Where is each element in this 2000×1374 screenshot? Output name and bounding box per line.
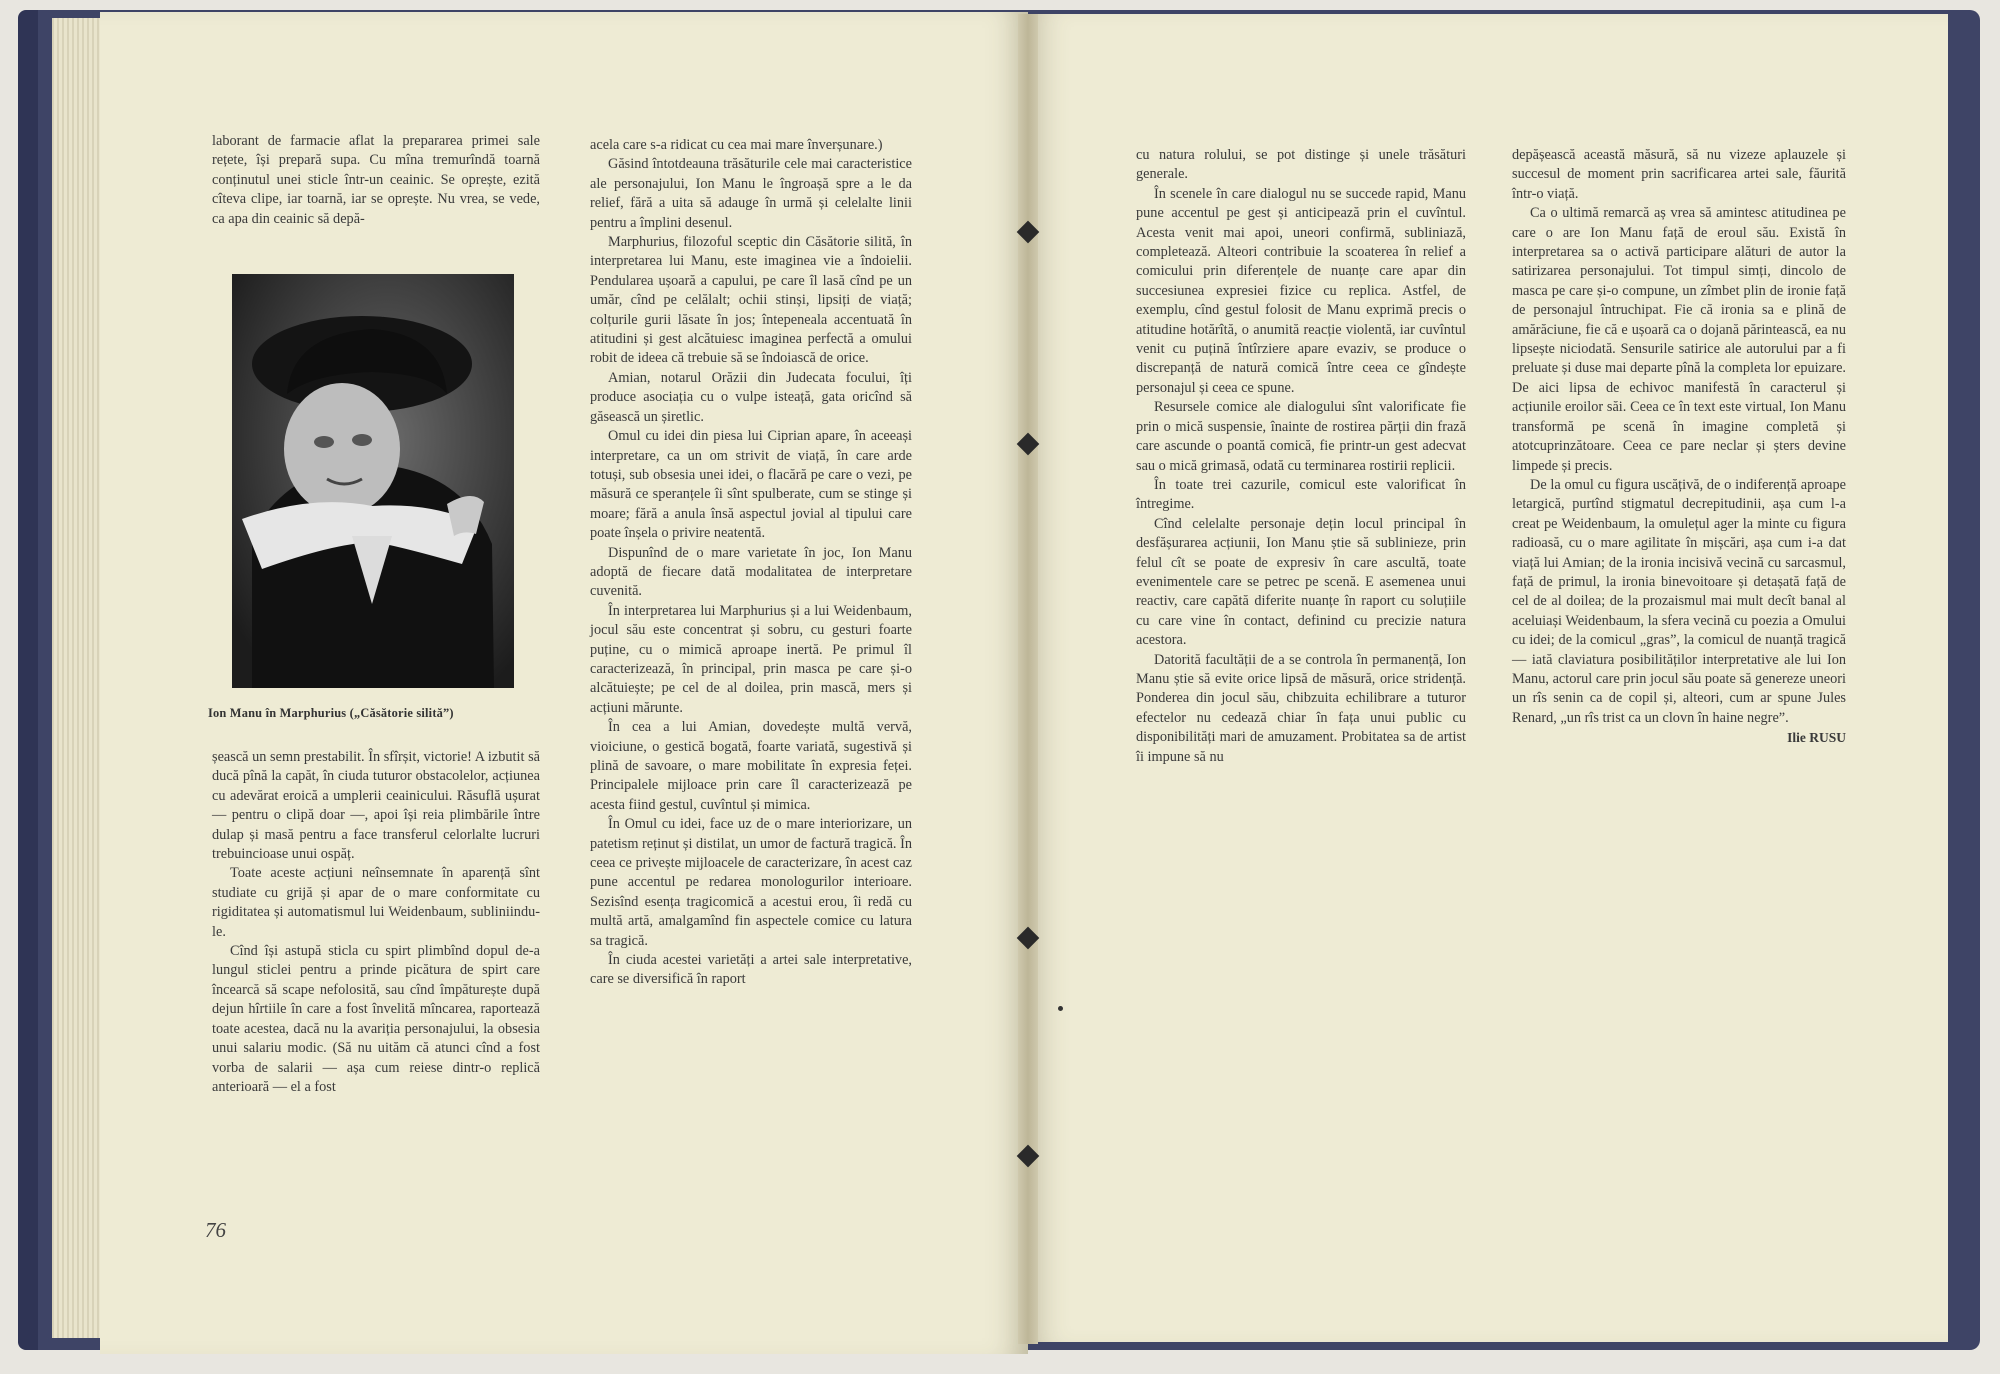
paragraph: Resursele comice ale dialogului sînt valorificate fie prin o mică suspensie, înainte de rostirea părții din frază care ascunde o poantă comică, fie printr-un gest adecvat sau o mică grimasă, odată cu terminarea rostirii replicii. xyxy=(1136,399,1466,474)
author-signature: Ilie RUSU xyxy=(1787,730,1846,746)
page-number: 76 xyxy=(205,1218,226,1242)
paragraph: laborant de farmacie aflat la prepararea primei sale rețete, își prepară supa. Cu mîna tremurîndă toarnă conținutul unei sticle într-un ceainic. Se oprește, ezită cîteva clipe, iar toarnă, iar se oprește. Nu vrea, se vede, ca apa din ceainic să depă- xyxy=(212,133,540,227)
paragraph: De la omul cu figura uscățivă, de o indiferență aproape letargică, purtînd stigmatul decrepitudinii, așa cum l-a creat pe Weidenbaum, la omulețul ager la minte cu figura radioasă, cu o mare agilitate în mișcări, așa cum i-a dat viață lui Amian; de la ironia incisivă vecină cu sarcasmul, față de primul, la ironia binevoitoare și detașată față de cel de al doilea; de la prozaismul mai mult decît banal al aceluiași Weidenbaum, la sfera vecină cu poezia a Omului cu idei; de la comicul „gras”, la comicul de nuanță tragică — iată claviatura posibilităților interpretative ale lui Ion Manu, actorul care prin jocul său poate să genereze uneori un rîs senin ca de copil și, alteori, cum ar spune Jules Renard, „un rîs trist ca un clovn în haine negre”. xyxy=(1512,476,1846,726)
paragraph: Ca o ultimă remarcă aș vrea să amintesc atitudinea pe care o are Ion Manu față de eroul său. Există în interpretarea sa o activă participare alături de autor la satirizarea personajului. Tot timpul simți, dincolo de masca pe care și-o compune, un zîmbet plin de ironie față de personajul întruchipat. Fie că ironia sa e plină de amărăciune, fie că e ușoară ca o dojană părintească, ea nu lipsește niciodată. Sensurile satirice ale autorului par a fi preluate și duse mai departe pînă la completa lor epuizare. De aici lipsa de echivoc manifestă în caracterul și acțiunile eroilor săi. Ceea ce în text este virtual, Ion Manu transformă pe scenă în imagine completă și atotcuprinzătoare. Ceea ce pare neclar și șters devine limpede și precis. xyxy=(1512,205,1846,474)
paragraph: Toate aceste acțiuni neînsemnate în aparență sînt studiate cu grijă și apar de o mare conformitate cu rigiditatea și automatismul lui Weidenbaum, subliniindu-le. xyxy=(212,865,540,940)
paragraph: șească un semn prestabilit. În sfîrșit, victorie! A izbutit să ducă pînă la capăt, în ciuda tuturor obstacolelor, acțiunea cu adevărat eroică a umplerii ceainicului. Răsuflă ușurat — pentru o clipă doar —, apoi își reia plimbările între dulap și masă pentru a face transferul celorlalte lucruri trebuincioase unui ospăț. xyxy=(212,749,540,863)
paragraph: În ciuda acestei varietăți a artei sale interpretative, care se diversifică în raport xyxy=(590,952,912,988)
column-2 xyxy=(590,136,912,990)
paragraph: În scenele în care dialogul nu se succede rapid, Manu pune accentul pe gest și anticipează prin el cuvîntul. Acesta venit mai apoi, uneori confirmă, subliniază, completează. Alteori contribuie la scoaterea în relief a comicului prin diferențele de nuanțe care apar din succesiunea expresiei fizice cu replica. Astfel, de exemplu, cînd gestul folosit de Manu exprimă precis o atitudine hotărîtă, o anumită reacție violentă, iar cuvîntul venit cu puțină întîrziere apare evaziv, se produce o discrepanță de natură comică între ceea ce gîndește personajul și ceea ce spune. xyxy=(1136,185,1466,396)
paragraph: Amian, notarul Orăzii din Judecata focului, îți produce asociația cu o vulpe isteață, gata oricînd să găsească un șiretlic. xyxy=(590,369,912,425)
photo-caption: Ion Manu în Marphurius („Căsătorie silită”) xyxy=(208,706,454,720)
paragraph: depășească această măsură, să nu vizeze aplauzele și succesul de moment prin sacrificarea artei sale, făurită într-o viață. xyxy=(1512,147,1846,202)
paragraph: În toate trei cazurile, comicul este valorificat în întregime. xyxy=(1136,476,1466,513)
paragraph: acela care s-a ridicat cu cea mai mare înverșunare.) xyxy=(590,137,883,153)
book-spine-edge xyxy=(18,10,38,1350)
actor-photo xyxy=(232,274,514,688)
paragraph: Marphurius, filozoful sceptic din Căsătorie silită, în interpretarea lui Manu, este imaginea vie a îndoielii. Pendularea ușoară a capului, pe care îl lasă cînd pe un umăr, cînd pe celălalt; ochii stinși, lipsiți de viață; colțurile gurii lăsate în jos; întepeneala accentuată în atitudini și gest alcătuiesc imaginea perfectă a omului robit de ideea că trebuie să se îndoiască de orice. xyxy=(590,234,912,367)
paragraph: Datorită facultății de a se controla în permanență, Ion Manu știe să evite orice lipsă de măsură, orice stridență. Ponderea din jocul său, chibzuita echilibrare a tuturor efectelor nu cedează chiar în fața unui public cu disponibilități mari de amuzament. Probitatea sa de artist îi impune să nu xyxy=(1136,651,1466,765)
paragraph: În Omul cu idei, face uz de o mare interiorizare, un patetism reținut și distilat, un umor de factură tragică. În ceea ce privește mijloacele de caracterizare, în acest caz pune accentul pe redarea monologurilor interioare. Sezisînd esența tragicomică a acestui erou, îi redă cu multă artă, amalgamînd fin aspectele comice cu latura sa tragică. xyxy=(590,816,912,949)
column-1-top xyxy=(212,132,540,229)
actor-portrait-image xyxy=(232,274,514,688)
paragraph: Cînd își astupă sticla cu spirt plimbînd dopul de-a lungul sticlei pentru a prinde picătura de spirt care încearcă să scape nefolosită, sau cînd împăturește după dejun hîrtiile în care a fost învelită mîncarea, raportează toate acestea, dacă nu la avariția personajului, la obsesia unui salariu modic. (Să nu uităm că atunci cînd a fost vorba de salarii — așa cum reiese dintr-o replică anterioară — el a fost xyxy=(212,943,540,1095)
paragraph: Dispunînd de o mare varietate în joc, Ion Manu adoptă de fiecare dată modalitatea de interpretare cuvenită. xyxy=(590,544,912,600)
paragraph: În cea a lui Amian, dovedește multă vervă, vioiciune, o gestică bogată, foarte variată, sugestivă și plină de savoare, o mare mobilitate în expresia feței. Principalele mijloace prin care îl caracterizează pe acesta fiind gestul, cuvîntul și mimica. xyxy=(590,719,912,813)
paragraph: Cînd celelalte personaje dețin locul principal în desfășurarea acțiunii, Ion Manu știe să sublinieze, prin felul cît se poate de expresiv în care ascultă, toate evenimentele care se petrec pe scenă. E asemenea unui reactiv, care capătă diferite nuanțe în raport cu soluțiile cu care vine în contact, definind cu precizie natura acestora. xyxy=(1136,515,1466,649)
paragraph: În interpretarea lui Marphurius și a lui Weidenbaum, jocul său este concentrat și sobru, cu gesturi foarte puține, cu o mimică aproape inertă. Pe primul îl caracterizează, în principal, prin masca pe care și-o alcătuiește; pe cel de al doilea, prin mască, mers și acțiuni mărunte. xyxy=(590,602,912,716)
column-3 xyxy=(1136,146,1466,767)
paragraph: cu natura rolului, se pot distinge și unele trăsături generale. xyxy=(1136,147,1466,183)
column-1-bottom xyxy=(212,748,540,1097)
column-4 xyxy=(1512,146,1846,748)
paragraph: Găsind întotdeauna trăsăturile cele mai caracteristice ale personajului, Ion Manu le îngroașă spre a le da relief, fără a uita să adauge în urmă și celelalte linii pentru a împlini desenul. xyxy=(590,156,912,231)
paragraph: Omul cu idei din piesa lui Ciprian apare, în aceeași interpretare, ca un om strivit de viață, în care arde totuși, sub obsesia unei idei, o flacără pe care o vezi, pe măsură ce speranțele îi sînt spulberate, cum se stinge și moare; fără a anula însă aspectul jovial al tipului care poate înșela o privire neatentă. xyxy=(590,428,912,542)
print-speck xyxy=(1058,1006,1063,1011)
